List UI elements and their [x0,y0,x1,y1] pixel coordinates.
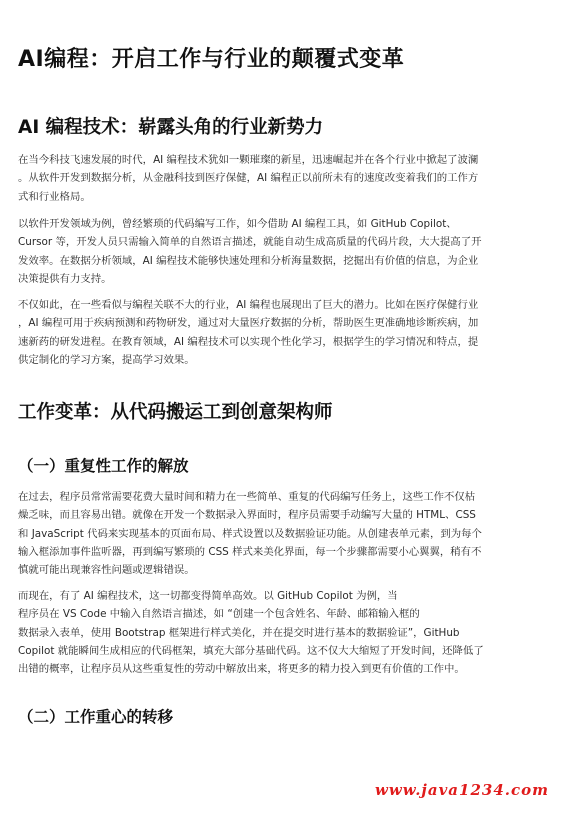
paragraph-line: 不仅如此，在一些看似与编程关联不大的行业，AI 编程也展现出了巨大的潜力。比如在医疗保健行业 [18,299,479,311]
paragraph-line: 而现在，有了 AI 编程技术，这一切都变得简单高效。以 GitHub Copilot 为例，当 [18,590,398,602]
paragraph-line: 式和行业格局。 [18,190,91,203]
paragraph-line: 。从软件开发到数据分析，从金融科技到医疗保健，AI 编程正以前所未有的速度改变着我们的工作方 [18,172,479,185]
paragraph [18,215,552,288]
subsection-heading-focus-shift: （二）工作重心的转移 [18,708,174,726]
page-title: AI编程：开启工作与行业的颠覆式变革 [18,47,405,72]
paragraph-line: 速新药的研发进程。在教育领域，AI 编程技术可以实现个性化学习，根据学生的学习情况和特点，提 [18,335,479,348]
paragraph-line: 在过去，程序员常常需要花费大量时间和精力在一些简单、重复的代码编写任务上，这些工作不仅枯 [18,491,476,503]
paragraph-line: Cursor 等，开发人员只需输入简单的自然语言描述，就能自动生成高质量的代码片段，大大提高了开 [18,236,482,249]
subsection-heading-repetitive-work: （一）重复性工作的解放 [18,457,189,475]
paragraph-line: 决策提供有力支持。 [18,272,112,285]
paragraph-line: 数据录入表单，使用 Bootstrap 框架进行样式美化，并在提交时进行基本的数据验证”，GitHub [18,626,460,639]
paragraph [18,488,552,579]
section-heading-work-change: 工作变革：从代码搬运工到创意架构师 [18,402,333,423]
paragraph-line: 出错的概率，让程序员从这些重复性的劳动中解放出来，将更多的精力投入到更有价值的工作中。 [18,663,465,676]
paragraph [18,296,552,369]
paragraph-line: Copilot 就能瞬间生成相应的代码框架，填充大部分基础代码。这不仅大大缩短了开发时间，还降低了 [18,644,484,657]
paragraph [18,151,552,206]
paragraph-line: 慎就可能出现兼容性问题或逻辑错误。 [18,564,195,577]
paragraph-line: 发效率。在数据分析领域，AI 编程技术能够快速处理和分析海量数据，挖掘出有价值的信息，为企业 [18,254,479,267]
paragraph-line: 输入框添加事件监听器，再到编写繁琐的 CSS 样式来美化界面，每一个步骤都需要小心翼翼，稍有不 [18,545,482,558]
paragraph-line: 在当今科技飞速发展的时代，AI 编程技术犹如一颗璀璨的新星，迅速崛起并在各个行业中掀起了波澜 [18,154,479,166]
paragraph-line: ，AI 编程可用于疾病预测和药物研发，通过对大量医疗数据的分析，帮助医生更准确地诊断疾病，加 [18,317,479,330]
paragraph [18,587,552,678]
paragraph-line: 供定制化的学习方案，提高学习效果。 [18,353,195,366]
paragraph-line: 程序员在 VS Code 中输入自然语言描述，如 “创建一个包含姓名、年龄、邮箱输入框的 [18,608,420,621]
paragraph-line: 和 JavaScript 代码来实现基本的页面布局、样式设置以及数据验证功能。从创建表单元素，到为每个 [18,527,482,540]
watermark: www.java1234.com [374,781,549,799]
section-heading-ai-tech: AI 编程技术：崭露头角的行业新势力 [18,117,324,138]
paragraph-line: 燥乏味，而且容易出错。就像在开发一个数据录入界面时，程序员需要手动编写大量的 HTML、CSS [18,509,476,522]
paragraph-line: 以软件开发领域为例，曾经繁琐的代码编写工作，如今借助 AI 编程工具，如 GitHub Copilot、 [18,218,457,230]
